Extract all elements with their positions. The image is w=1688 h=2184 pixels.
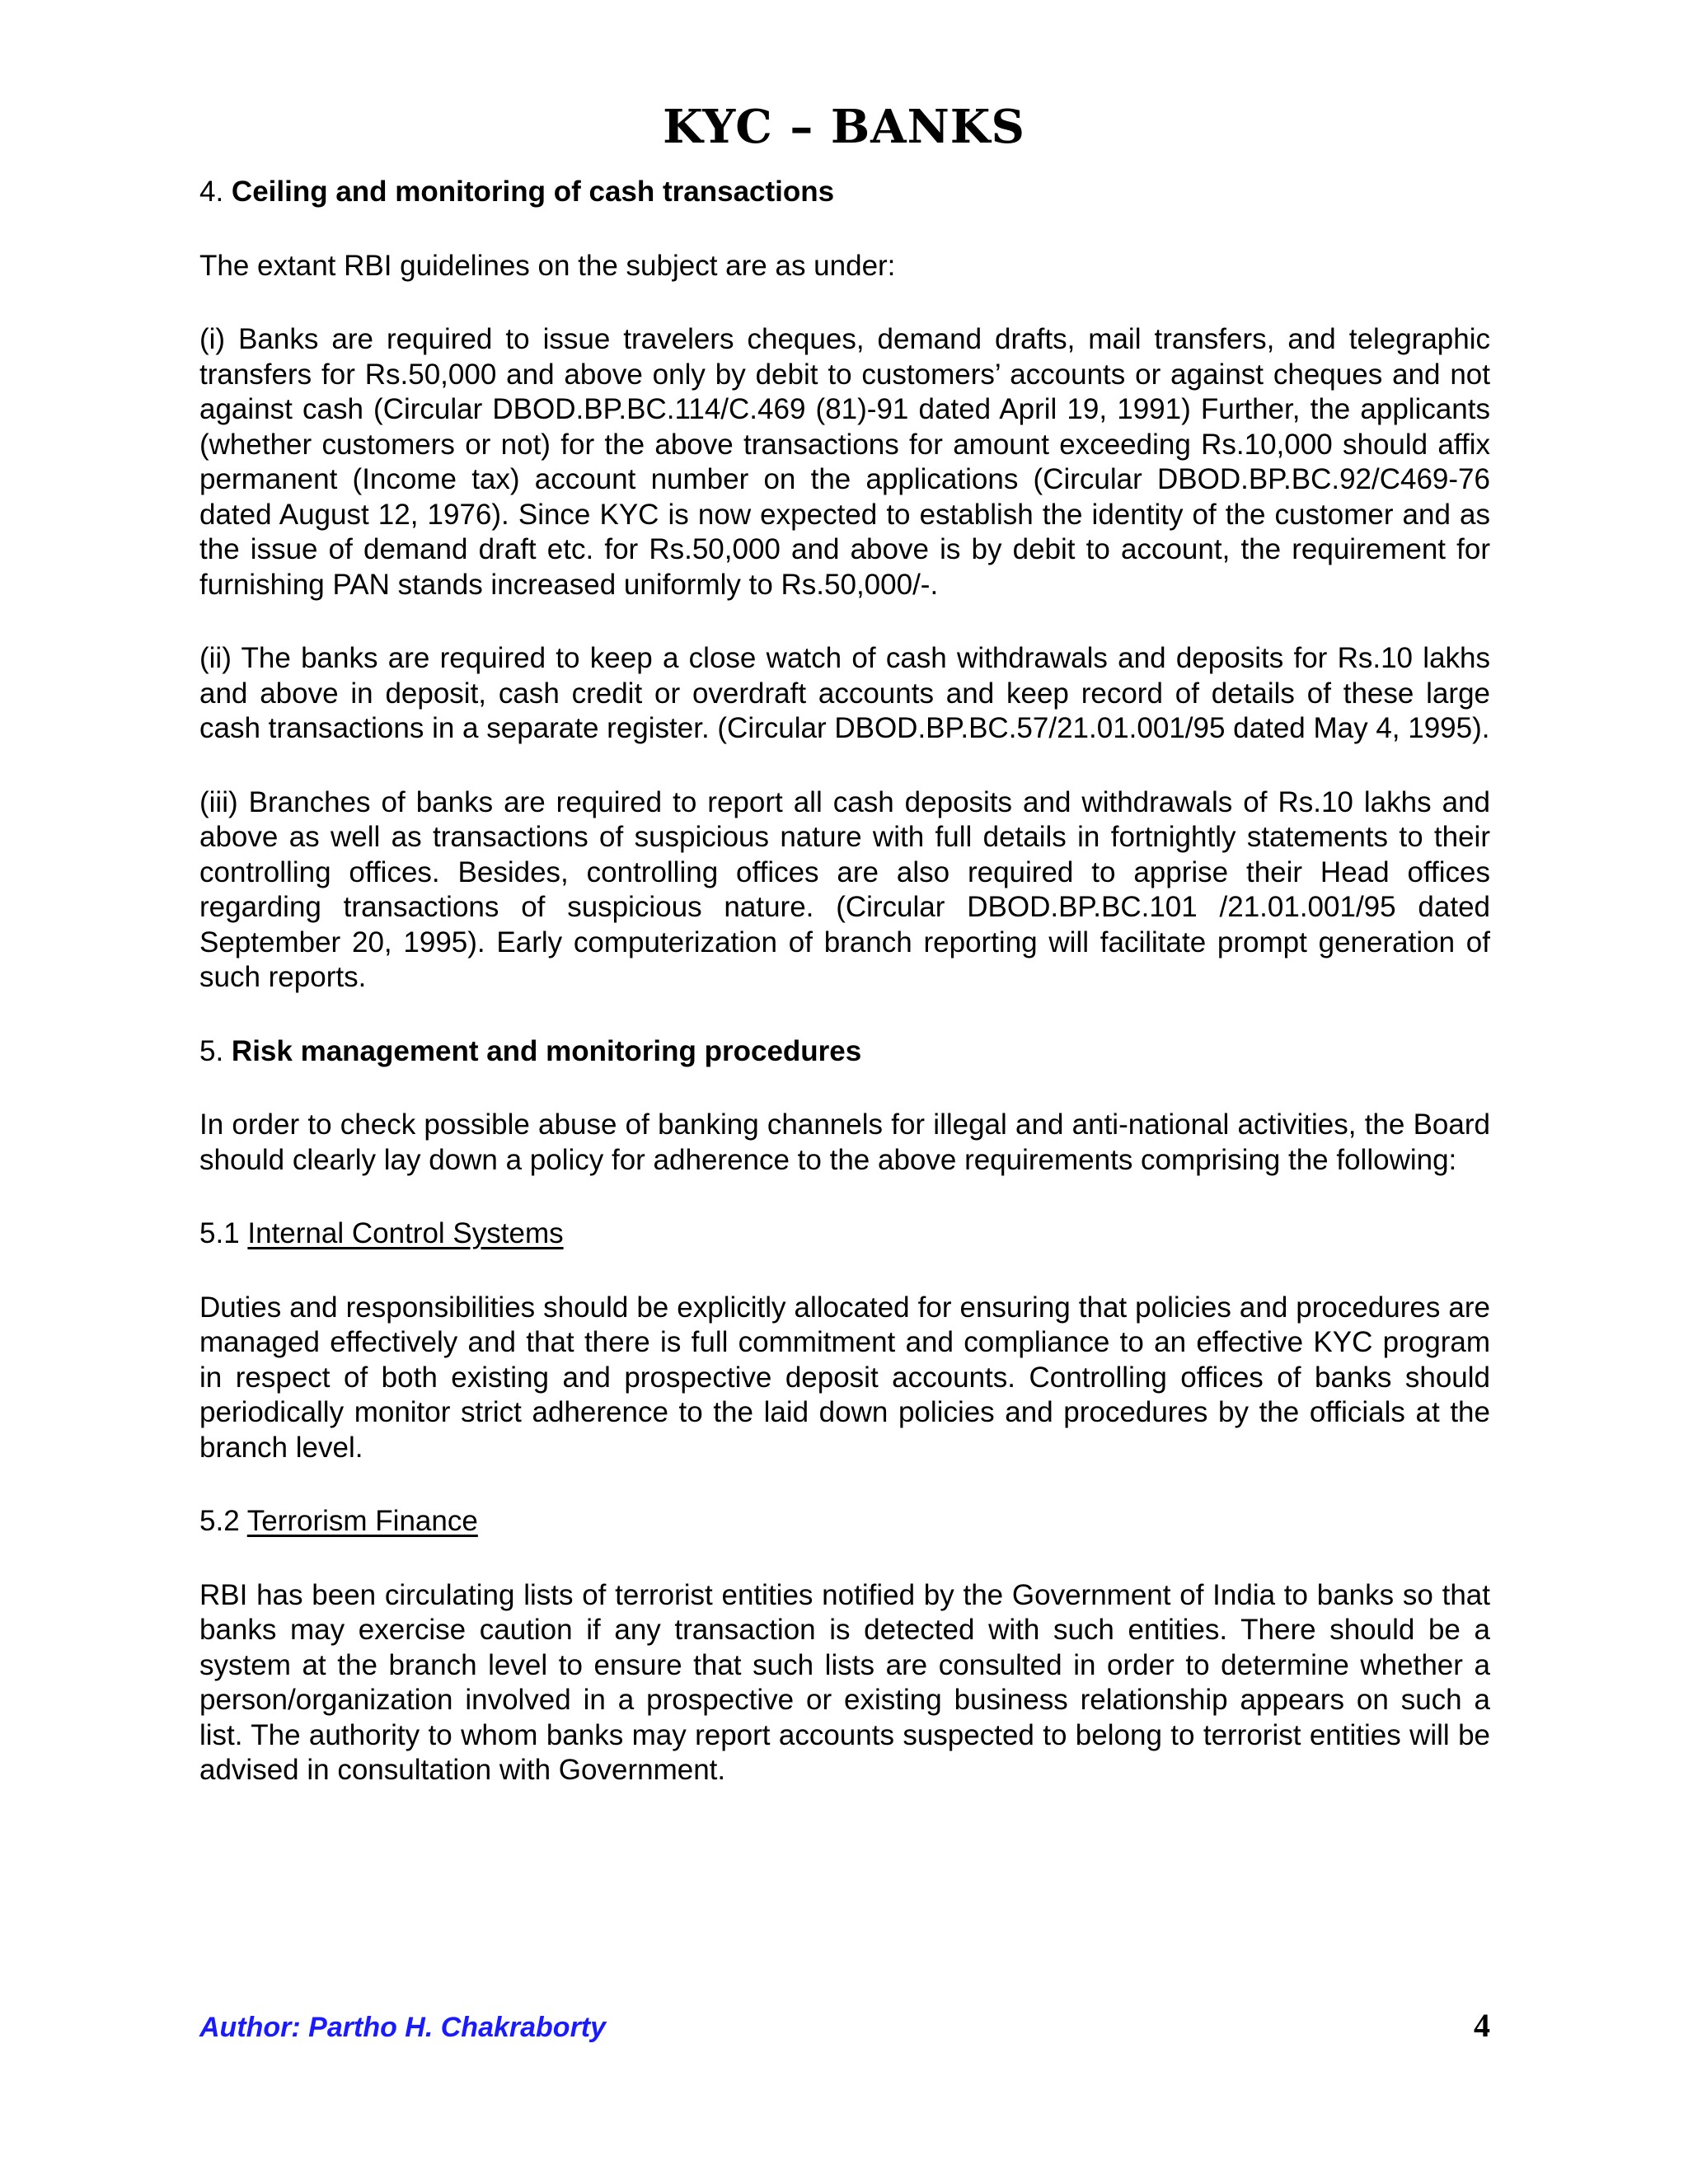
section-5-number: 5. (199, 1034, 232, 1067)
page-title: KYC – BANKS (663, 100, 1025, 154)
section-5-title: Risk management and monitoring procedures (231, 1034, 862, 1067)
subsection-5-2-body: RBI has been circulating lists of terrorist entities notified by the Government of India to banks so that banks may exercise caution if any transaction is detected with such entities. There should be a system at the branch level to ensure that such lists are consulted in order to determine whether a person/organization involved in a prospective or existing business relationship appears on such a list. The authority to whom banks may report accounts suspected to belong to terrorist entities will be advised in consultation with Government. (199, 1578, 1490, 1786)
section-4-paragraph-i: (i) Banks are required to issue travelers cheques, demand drafts, mail transfers, and telegraphic transfers for Rs.50,000 and above only by debit to customers’ accounts or against cheques and not against cash (Circular DBOD.BP.BC.114/C.469 (81)-91 dated April 19, 1991) Further, the applicants (whether customers or not) for the above transactions for amount exceeding Rs.10,000 should affix permanent (Income tax) account number on the applications (Circular DBOD.BP.BC.92/C469-76 dated August 12, 1976). Since KYC is now expected to establish the identity of the customer and as the issue of demand draft etc. for Rs.50,000 and above is by debit to account, the requirement for furnishing PAN stands increased uniformly to Rs.50,000/-. (199, 323, 1490, 601)
section-5-intro: In order to check possible abuse of banking channels for illegal and anti-national activities, the Board should clearly lay down a policy for adherence to the above requirements comprising the following: (199, 1108, 1490, 1176)
subsection-5-2-number: 5.2 (199, 1505, 247, 1537)
section-4-paragraph-ii: (ii) The banks are required to keep a close watch of cash withdrawals and deposits for Rs.10 lakhs and above in deposit, cash credit or overdraft accounts and keep record of details of these large cash transactions in a separate register. (Circular DBOD.BP.BC.57/21.01.001/95 dated May 4, 1995). (199, 642, 1490, 744)
section-4-heading (199, 175, 1490, 210)
subsection-5-2-heading (199, 1504, 1490, 1540)
section-4-paragraph-iii: (iii) Branches of banks are required to report all cash deposits and withdrawals of Rs.10 lakhs and above as well as transactions of suspicious nature with full details in fortnightly statements to their controlling offices. Besides, controlling offices are also required to apprise their Head offices regarding transactions of suspicious nature. (Circular DBOD.BP.BC.101 /21.01.001/95 dated September 20, 1995). Early computerization of branch reporting will facilitate prompt generation of such reports. (199, 785, 1490, 993)
page-number: 4 (1474, 2007, 1490, 2044)
subsection-5-1-title: Internal Control Systems (247, 1217, 564, 1249)
subsection-5-1-number: 5.1 (199, 1217, 248, 1249)
subsection-5-1-body: Duties and responsibilities should be explicitly allocated for ensuring that policies and procedures are managed effectively and that there is full commitment and compliance to an effective KYC program in respect of both existing and prospective deposit accounts. Controlling offices of banks should periodically monitor strict adherence to the laid down policies and procedures by the officials at the branch level. (199, 1291, 1490, 1464)
footer-author: Author: Partho H. Chakraborty (199, 2012, 607, 2043)
section-4-title: Ceiling and monitoring of cash transactions (231, 176, 835, 208)
subsection-5-1-heading (199, 1216, 1490, 1252)
document-body (199, 175, 1490, 1827)
subsection-5-2-title: Terrorism Finance (246, 1505, 478, 1537)
section-4-number: 4. (199, 176, 232, 208)
section-5-heading (199, 1034, 1490, 1070)
section-4-intro: The extant RBI guidelines on the subject are as under: (199, 249, 896, 282)
